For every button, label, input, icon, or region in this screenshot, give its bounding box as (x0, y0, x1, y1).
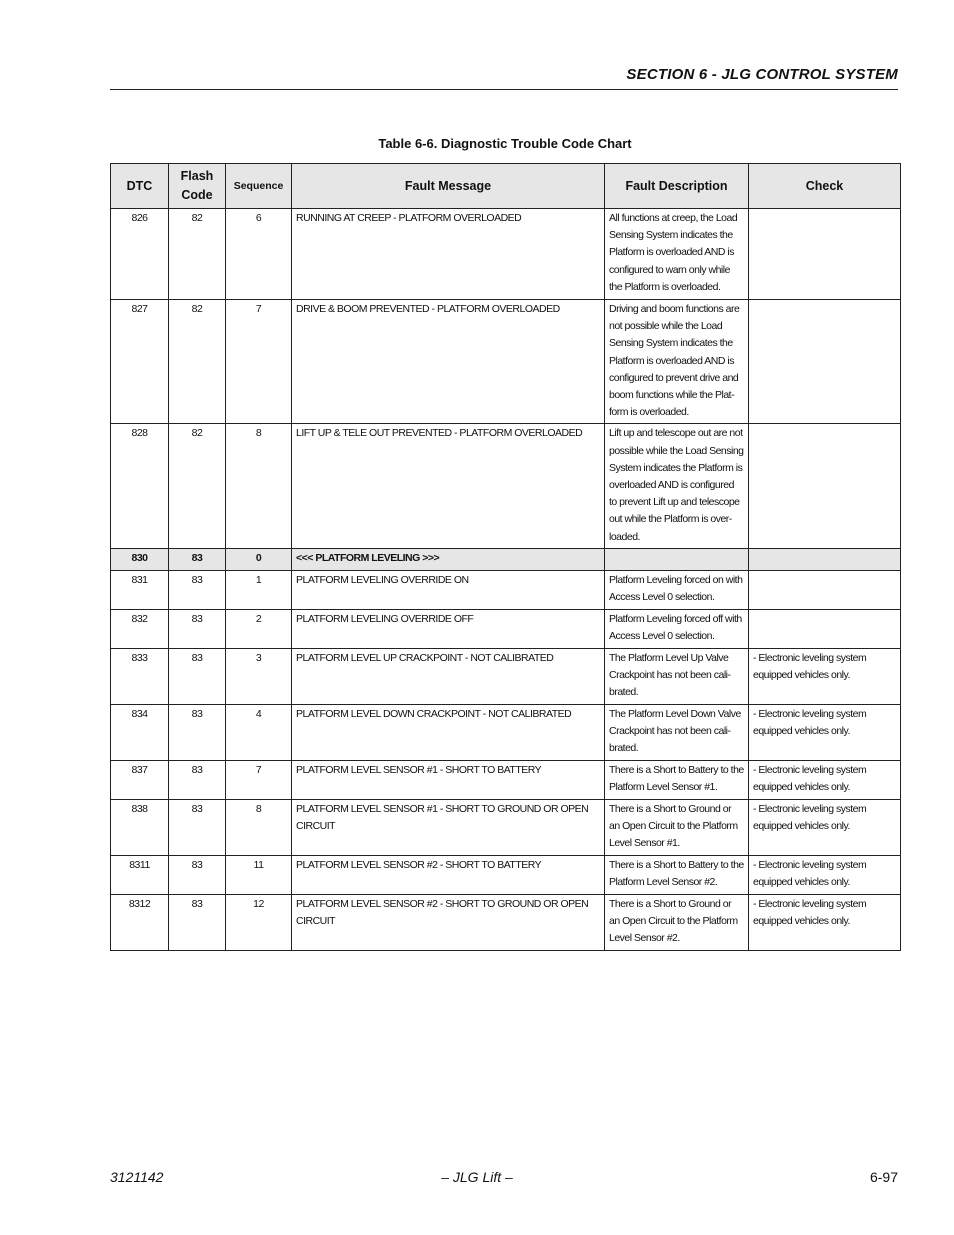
sequence-cell: 1 (226, 570, 292, 609)
table-header-row (111, 164, 901, 209)
fault-message-cell: <<< PLATFORM LEVELING >>> (292, 549, 605, 570)
sequence-cell: 2 (226, 609, 292, 648)
sequence-cell: 7 (226, 300, 292, 424)
fault-description-cell: There is a Short to Ground or an Open Circuit to the Platform Level Sensor #1. (605, 799, 749, 855)
sequence-cell: 8 (226, 799, 292, 855)
dtc-cell: 837 (111, 760, 169, 799)
fault-message-cell: PLATFORM LEVEL SENSOR #2 - SHORT TO BATTERY (292, 855, 605, 894)
fault-description-cell: Lift up and telescope out are not possible while the Load Sensing System indicates the Platform is overloaded AND is configured to prevent Lift up and telescope out while the Platform is over-loaded. (605, 424, 749, 549)
fault-message-cell: PLATFORM LEVEL UP CRACKPOINT - NOT CALIBRATED (292, 648, 605, 704)
sequence-cell: 6 (226, 209, 292, 300)
dtc-cell: 834 (111, 704, 169, 760)
dtc-cell: 828 (111, 424, 169, 549)
table-row (111, 570, 901, 609)
fault-message-cell: PLATFORM LEVEL SENSOR #1 - SHORT TO BATTERY (292, 760, 605, 799)
flash-code-cell: 83 (169, 549, 226, 570)
check-cell: - Electronic leveling system equipped vehicles only. (749, 760, 901, 799)
fault-message-cell: RUNNING AT CREEP - PLATFORM OVERLOADED (292, 209, 605, 300)
column-header-sequence: Sequence (226, 164, 292, 209)
diagnostic-trouble-code-table (110, 163, 901, 951)
flash-code-cell: 83 (169, 799, 226, 855)
table-row (111, 894, 901, 950)
check-cell (749, 300, 901, 424)
fault-description-cell: The Platform Level Down Valve Crackpoint has not been cali-brated. (605, 704, 749, 760)
fault-description-cell: All functions at creep, the Load Sensing System indicates the Platform is overloaded AND is configured to warn only while the Platform is overloaded. (605, 209, 749, 300)
check-cell (749, 209, 901, 300)
fault-description-cell: There is a Short to Battery to the Platform Level Sensor #1. (605, 760, 749, 799)
check-cell: - Electronic leveling system equipped vehicles only. (749, 648, 901, 704)
check-cell: - Electronic leveling system equipped vehicles only. (749, 704, 901, 760)
table-group-row (111, 549, 901, 570)
footer-doc-number: 3121142 (110, 1169, 164, 1185)
fault-message-cell: PLATFORM LEVELING OVERRIDE OFF (292, 609, 605, 648)
dtc-cell: 833 (111, 648, 169, 704)
check-cell: - Electronic leveling system equipped vehicles only. (749, 799, 901, 855)
flash-header-line2: Code (181, 188, 213, 202)
fault-description-cell: The Platform Level Up Valve Crackpoint has not been cali-brated. (605, 648, 749, 704)
check-cell (749, 424, 901, 549)
flash-code-cell: 82 (169, 424, 226, 549)
flash-code-cell: 83 (169, 609, 226, 648)
sequence-cell: 11 (226, 855, 292, 894)
fault-message-cell: DRIVE & BOOM PREVENTED - PLATFORM OVERLOADED (292, 300, 605, 424)
dtc-cell: 826 (111, 209, 169, 300)
dtc-cell: 8311 (111, 855, 169, 894)
column-header-flash-code (169, 164, 226, 209)
sequence-cell: 4 (226, 704, 292, 760)
footer-page-number: 6-97 (869, 1169, 898, 1185)
flash-code-cell: 82 (169, 209, 226, 300)
table-title: Table 6-6. Diagnostic Trouble Code Chart (378, 136, 632, 151)
check-cell: - Electronic leveling system equipped vehicles only. (749, 855, 901, 894)
table-row (111, 609, 901, 648)
column-header-dtc: DTC (111, 164, 169, 209)
fault-message-cell: PLATFORM LEVEL SENSOR #2 - SHORT TO GROUND OR OPEN CIRCUIT (292, 894, 605, 950)
fault-description-cell (605, 549, 749, 570)
flash-header-line1: Flash (180, 169, 214, 183)
fault-message-cell: LIFT UP & TELE OUT PREVENTED - PLATFORM OVERLOADED (292, 424, 605, 549)
table-row (111, 855, 901, 894)
sequence-cell: 8 (226, 424, 292, 549)
sequence-cell: 0 (226, 549, 292, 570)
table-row (111, 424, 901, 549)
fault-description-cell: Platform Leveling forced on with Access Level 0 selection. (605, 570, 749, 609)
dtc-cell: 831 (111, 570, 169, 609)
check-cell (749, 549, 901, 570)
column-header-fault-description: Fault Description (605, 164, 749, 209)
column-header-check: Check (749, 164, 901, 209)
column-header-fault-message: Fault Message (292, 164, 605, 209)
table-row (111, 209, 901, 300)
check-cell: - Electronic leveling system equipped vehicles only. (749, 894, 901, 950)
fault-description-cell: Platform Leveling forced off with Access Level 0 selection. (605, 609, 749, 648)
table-body (111, 209, 901, 951)
fault-message-cell: PLATFORM LEVELING OVERRIDE ON (292, 570, 605, 609)
flash-code-cell: 83 (169, 894, 226, 950)
section-header (110, 64, 898, 90)
sequence-cell: 7 (226, 760, 292, 799)
dtc-cell: 827 (111, 300, 169, 424)
flash-code-cell: 83 (169, 570, 226, 609)
dtc-cell: 8312 (111, 894, 169, 950)
fault-message-cell: PLATFORM LEVEL DOWN CRACKPOINT - NOT CALIBRATED (292, 704, 605, 760)
fault-description-cell: There is a Short to Ground or an Open Circuit to the Platform Level Sensor #2. (605, 894, 749, 950)
table-row (111, 799, 901, 855)
flash-code-cell: 83 (169, 760, 226, 799)
sequence-cell: 3 (226, 648, 292, 704)
table-row (111, 648, 901, 704)
section-title: SECTION 6 - JLG CONTROL SYSTEM (626, 66, 898, 83)
flash-code-cell: 83 (169, 648, 226, 704)
table-row (111, 300, 901, 424)
flash-code-cell: 83 (169, 855, 226, 894)
dtc-cell: 832 (111, 609, 169, 648)
check-cell (749, 570, 901, 609)
fault-message-cell: PLATFORM LEVEL SENSOR #1 - SHORT TO GROUND OR OPEN CIRCUIT (292, 799, 605, 855)
check-cell (749, 609, 901, 648)
footer-center-text: – JLG Lift – (441, 1169, 513, 1185)
fault-description-cell: There is a Short to Battery to the Platform Level Sensor #2. (605, 855, 749, 894)
dtc-cell: 830 (111, 549, 169, 570)
flash-code-cell: 82 (169, 300, 226, 424)
table-row (111, 760, 901, 799)
sequence-cell: 12 (226, 894, 292, 950)
table-row (111, 704, 901, 760)
flash-code-cell: 83 (169, 704, 226, 760)
dtc-cell: 838 (111, 799, 169, 855)
fault-description-cell: Driving and boom functions are not possible while the Load Sensing System indicates the Platform is overloaded AND is configured to prevent drive and boom functions while the Plat-form is overloaded. (605, 300, 749, 424)
